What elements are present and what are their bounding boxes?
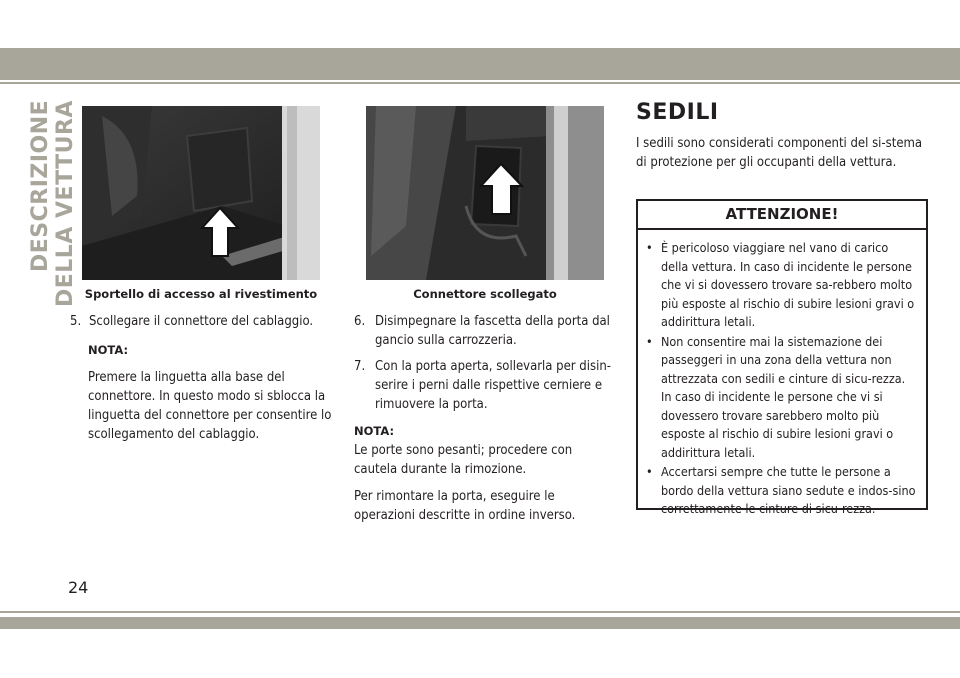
warning-title: ATTENZIONE! <box>638 201 926 230</box>
nota-label: NOTA: <box>88 343 129 357</box>
warning-item: • Non consentire mai la sistemazione dei passeggeri in una zona della vettura non attrezzata con sedili e cinture di sicu-rezza. In caso di incidente le persone che vi si dovessero trovare sarebbero molto più esposte al rischio di subire lesioni gravi o addirittura letali. <box>646 333 906 460</box>
header-band <box>0 48 960 80</box>
warning-item: • Accertarsi sempre che tutte le persone a bordo della vettura siano sedute e indos-sino correttamente le cinture di sicu-rezza. <box>646 464 916 516</box>
photo-trim-access-panel <box>82 106 320 280</box>
intro-paragraph: I sedili sono considerati componenti del si-stema di protezione per gli occupanti della vettura. <box>636 136 923 170</box>
nota-label-2: NOTA: <box>354 424 395 438</box>
section-title: SEDILI <box>636 100 719 125</box>
photo-disconnected-connector <box>366 106 604 280</box>
step-6: 6. Disimpegnare la fascetta della porta dal gancio sulla carrozzeria. <box>354 314 610 348</box>
photo-right-caption: Connettore scollegato <box>413 287 557 301</box>
nota-text: Premere la linguetta alla base del connettore. In questo modo si sblocca la linguetta del connettore per consentire lo scollegamento del cablaggio. <box>88 370 332 442</box>
step-5: 5. Scollegare il connettore del cablaggio. <box>70 314 314 329</box>
step-7: 7. Con la porta aperta, sollevarla per disin-serire i perni dalle rispettive cerniere e rimuovere la porta. <box>354 359 611 412</box>
nota-text-2: Le porte sono pesanti; procedere con cautela durante la rimozione. <box>354 443 573 477</box>
reassembly-paragraph: Per rimontare la porta, eseguire le operazioni descritte in ordine inverso. <box>354 489 576 523</box>
page-number: 24 <box>68 578 89 597</box>
footer-band <box>0 617 960 629</box>
footer-line <box>0 611 960 613</box>
photo-left-caption: Sportello di accesso al rivestimento <box>84 287 318 301</box>
left-column <box>70 312 332 444</box>
warning-list <box>638 230 926 519</box>
middle-column <box>354 312 616 525</box>
warning-item: • È pericoloso viaggiare nel vano di carico della vettura. In caso di incidente le persone che vi si dovessero trovare sa-rebbero molto più esposte al rischio di subire lesioni gravi o addirittura letali. <box>646 240 915 329</box>
warning-box <box>636 199 928 516</box>
section-side-title: DESCRIZIONE DELLA VETTURA <box>28 100 78 307</box>
